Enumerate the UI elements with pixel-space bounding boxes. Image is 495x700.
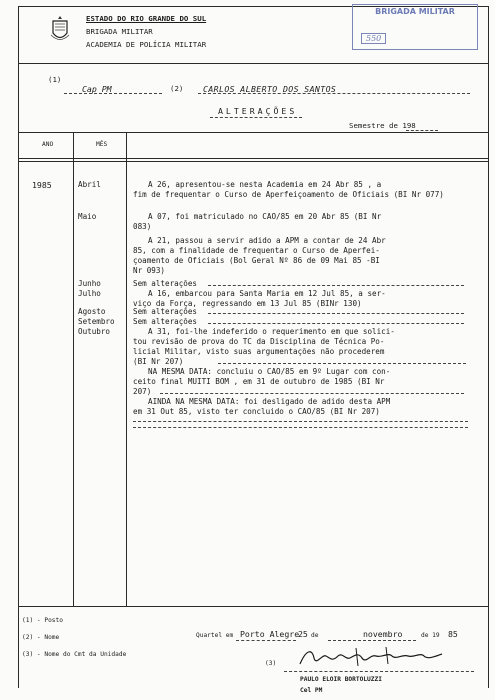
city-underline [236, 640, 296, 641]
filler-dash [133, 421, 468, 422]
filler-dash [133, 427, 468, 428]
header-separator [18, 63, 488, 64]
column-ano: ANO [42, 141, 54, 148]
entry-line: A 07, foi matriculado no CAO/85 em 20 Abr 85 (BI Nr [148, 212, 382, 221]
entry-line: A 21, passou a servir adido a APM a contar de 24 Abr [148, 236, 386, 245]
month-julho: Julho [78, 289, 101, 298]
month-maio: Maio [78, 212, 97, 221]
footer-month: novembro [363, 629, 403, 639]
title-underline [210, 117, 302, 118]
form-title: ALTERAÇÕES [218, 106, 298, 116]
filler-dash [208, 313, 464, 314]
label-nome-number: (2) [170, 84, 184, 93]
footer-de-1: de [311, 632, 319, 639]
frame-right-line [488, 6, 489, 688]
footer-city: Porto Alegre [240, 629, 300, 639]
month-junho: Junho [78, 279, 101, 288]
semester-label: Semestre de 198 [349, 121, 416, 130]
month-setembro: Setembro [78, 317, 115, 326]
frame-left-line [18, 6, 19, 688]
table-header-top [18, 132, 488, 133]
month-underline [328, 640, 416, 641]
legend-nome: (2) - Nome [22, 634, 60, 641]
entry-line: em 31 Out 85, visto ter concluido o CAO/85 (BI Nr 207) [133, 407, 380, 416]
entry-line: 85, com a finalidade de frequentar o Curso de Aperfei- [133, 246, 380, 255]
posto-underline [64, 93, 162, 94]
entry-line: A 16, embarcou para Santa Maria em 12 Jul 85, a ser- [148, 289, 386, 298]
entry-line: viço da Força, regressando em 13 Jul 85 (BINr 130) [133, 299, 362, 308]
semester-underline [406, 130, 438, 131]
entry-line: A 31, foi-lhe indeferido o requerimento em que solici- [148, 327, 395, 336]
entry-line: (BI Nr 207) [133, 357, 184, 366]
entry-line: AINDA NA MESMA DATA: foi desligado de adido desta APM [148, 397, 391, 406]
entry-line: Sem alterações [133, 317, 198, 326]
footer-de-19: de 19 [421, 632, 440, 639]
month-abril: Abril [78, 180, 101, 189]
coat-of-arms-icon [50, 15, 70, 45]
posto-value: Cap PM [82, 84, 112, 94]
signer-name: PAULO ELOIR BORTOLUZZI [300, 676, 382, 683]
entry-line: Sem alterações [133, 307, 198, 316]
filler-dash [208, 323, 464, 324]
entry-line: licial Militar, visto suas argumentações não procederem [133, 347, 385, 356]
entry-line: NA MESMA DATA: concluiu o CAO/85 em 9º Lugar com con- [148, 367, 391, 376]
month-agosto: Agosto [78, 307, 106, 316]
nome-underline [198, 93, 470, 94]
header-state: ESTADO DO RIO GRANDE DO SUL [86, 14, 207, 23]
table-header-bottom [18, 158, 488, 159]
table-header-bottom-2 [18, 161, 488, 162]
entry-line: 083) [133, 222, 152, 231]
entry-line: Nr 093) [133, 266, 166, 275]
table-bottom-line [18, 606, 488, 607]
filler-dash [218, 363, 466, 364]
label-cmt-number: (3) [265, 660, 277, 667]
stamp-line1: BRIGADA MILITAR [375, 7, 455, 16]
header-academy: ACADEMIA DE POLÍCIA MILITAR [86, 40, 207, 49]
entry-line: çoamento de Oficiais (Bol Geral Nº 86 de 09 Mai 85 -BI [133, 256, 380, 265]
header-org: BRIGADA MILITAR [86, 27, 153, 36]
registry-stamp [352, 4, 478, 50]
column-divider-2 [126, 132, 127, 606]
footer-year: 85 [448, 629, 458, 639]
stamp-number: 550 [361, 33, 386, 44]
nome-value: CARLOS ALBERTO DOS SANTOS [203, 84, 337, 94]
legend-cmt: (3) - Nome do Cmt da Unidade [22, 651, 127, 658]
signer-rank: Cel PM [300, 687, 323, 694]
entry-line: Sem alterações [133, 279, 198, 288]
entry-line: A 26, apresentou-se nesta Academia em 24 Abr 85 , a [148, 180, 382, 189]
year-value: 1985 [32, 180, 52, 190]
label-posto-number: (1) [48, 75, 62, 84]
column-divider-1 [73, 132, 74, 606]
signature-line [284, 671, 474, 672]
month-outubro: Outubro [78, 327, 111, 336]
entry-line: tou revisão de prova do TC da Disciplina de Técnica Po- [133, 337, 385, 346]
column-mes: MÊS [96, 141, 108, 148]
footer-day: 25 [298, 629, 308, 639]
handwritten-signature [296, 644, 446, 672]
entry-line: ceito final MUITI BOM , em 31 de outubro de 1985 (BI Nr [133, 377, 385, 386]
entry-line: 207) [133, 387, 152, 396]
filler-dash [208, 285, 464, 286]
filler-dash [160, 393, 464, 394]
footer-quartel-label: Quartel em [196, 632, 234, 639]
entry-line: fim de frequentar o Curso de Aperfeiçoamento de Oficiais (BI Nr 077) [133, 190, 444, 199]
legend-posto: (1) - Posto [22, 617, 63, 624]
